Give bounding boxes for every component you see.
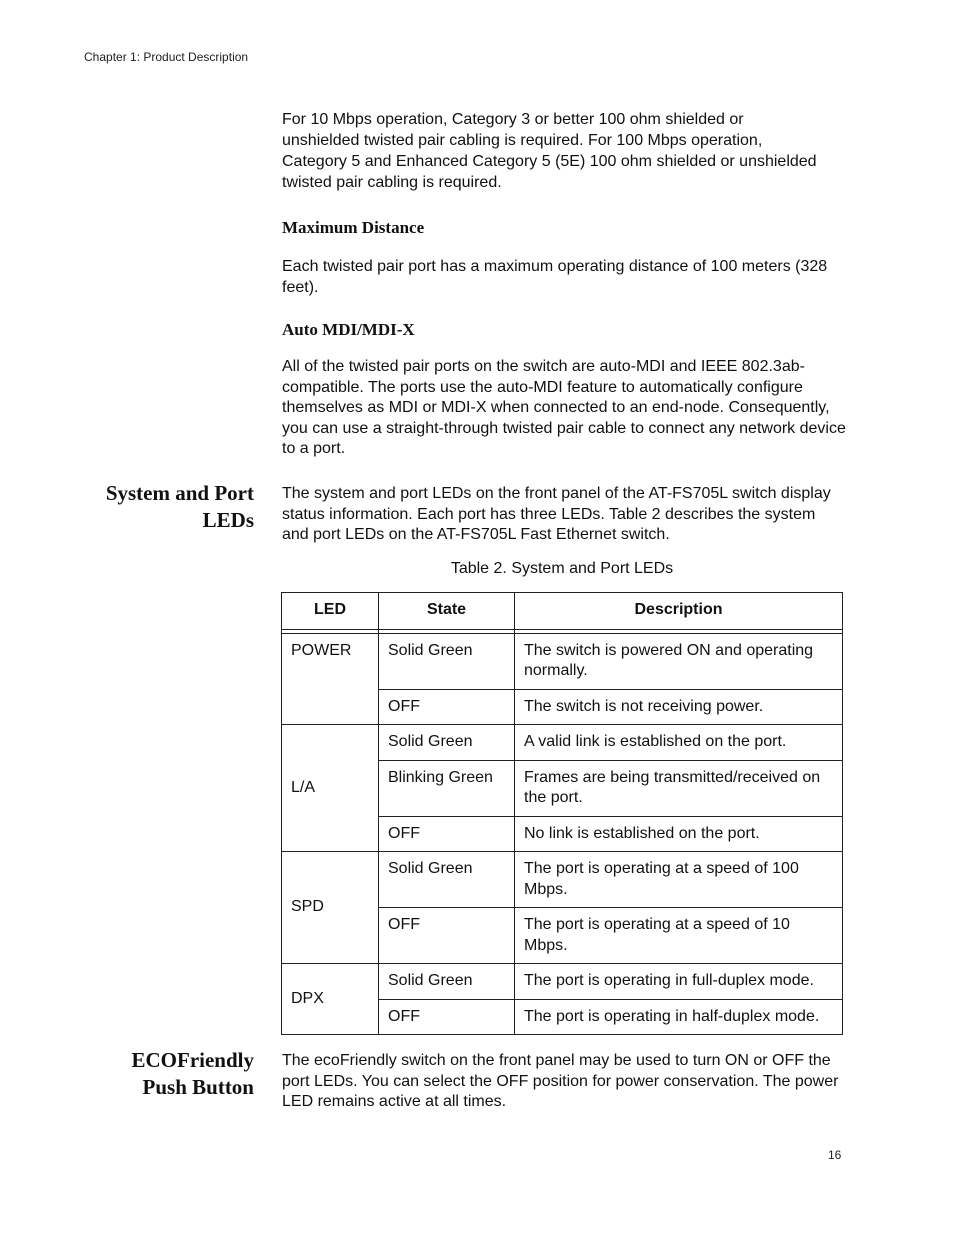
led-description: The port is operating at a speed of 100 Mbps. <box>515 852 843 908</box>
led-description: The port is operating at a speed of 10 Mbps. <box>515 908 843 964</box>
led-name: L/A <box>282 725 379 852</box>
cabling-paragraph: For 10 Mbps operation, Category 3 or better 100 ohm shielded or unshielded twisted pair cabling is required. For 100 Mbps operation, Category 5 and Enhanced Category 5 (5E) 100 ohm shielded or unshielded twisted pair cabling is required. <box>282 111 817 191</box>
auto-mdi-heading: Auto MDI/MDI-X <box>282 320 415 339</box>
page-number: 16 <box>828 1148 842 1162</box>
system-leds-paragraph: The system and port LEDs on the front panel of the AT-FS705L switch display status information. Each port has three LEDs. Table 2 describes the system and port LEDs on the AT-FS705L Fast Ethernet switch. <box>282 485 831 543</box>
system-leds-heading <box>54 480 254 534</box>
led-table <box>281 592 843 1035</box>
led-description: No link is established on the port. <box>515 816 843 852</box>
eco-paragraph: The ecoFriendly switch on the front panel may be used to turn ON or OFF the port LEDs. You can select the OFF position for power conservation. The power LED remains active at all times. <box>282 1052 839 1110</box>
running-header: Chapter 1: Product Description <box>84 50 249 64</box>
led-state: Solid Green <box>379 964 515 1000</box>
led-description: The switch is not receiving power. <box>515 689 843 725</box>
table-caption: Table 2. System and Port LEDs <box>450 560 674 577</box>
led-state: OFF <box>379 689 515 725</box>
header-description: Description <box>515 593 843 630</box>
system-leds-heading-line1: System and Port <box>105 481 254 505</box>
led-description: The port is operating in full-duplex mode. <box>515 964 843 1000</box>
led-state: Blinking Green <box>379 760 515 816</box>
led-state: OFF <box>379 999 515 1035</box>
eco-heading-line1: ECOFriendly <box>131 1048 254 1072</box>
header-led: LED <box>282 593 379 630</box>
led-description: A valid link is established on the port. <box>515 725 843 761</box>
led-state: Solid Green <box>379 633 515 689</box>
max-distance-heading: Maximum Distance <box>282 218 425 237</box>
table-row <box>282 725 843 761</box>
auto-mdi-paragraph: All of the twisted pair ports on the switch are auto-MDI and IEEE 802.3ab-compatible. The ports use the auto-MDI feature to automatically configure themselves as MDI or MDI-X when connected to an end-node. Consequently, you can use a straight-through twisted pair cable to connect any network device to a port. <box>282 358 846 457</box>
eco-heading-line2: Push Button <box>142 1075 254 1099</box>
led-state: Solid Green <box>379 725 515 761</box>
led-name: POWER <box>282 633 379 725</box>
table-row <box>282 964 843 1000</box>
led-description: Frames are being transmitted/received on the port. <box>515 760 843 816</box>
system-leds-heading-line2: LEDs <box>202 508 254 532</box>
max-distance-paragraph: Each twisted pair port has a maximum operating distance of 100 meters (328 feet). <box>282 258 828 296</box>
table-row <box>282 852 843 908</box>
table-header-row <box>282 593 843 630</box>
led-description: The port is operating in half-duplex mode. <box>515 999 843 1035</box>
table-row <box>282 633 843 689</box>
header-state: State <box>379 593 515 630</box>
led-description: The switch is powered ON and operating normally. <box>515 633 843 689</box>
led-name: DPX <box>282 964 379 1035</box>
led-state: OFF <box>379 908 515 964</box>
led-name: SPD <box>282 852 379 964</box>
led-state: OFF <box>379 816 515 852</box>
eco-heading <box>54 1047 254 1101</box>
led-state: Solid Green <box>379 852 515 908</box>
